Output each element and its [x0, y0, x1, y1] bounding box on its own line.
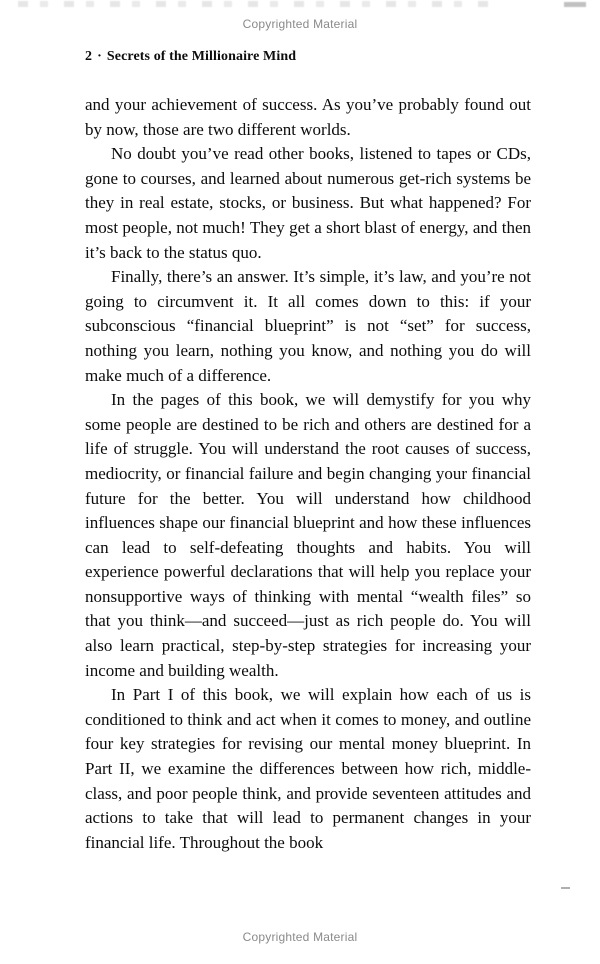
running-head-separator: · [97, 49, 102, 64]
body-paragraph-5: In Part I of this book, we will explain how each of us is conditioned to think and act when it comes to money, and outline four key strategies for revising our mental money blueprint. In Part II, we examine the differences between how rich, middle-class, and poor people think, and provide seventeen attitudes and actions to take that will lead to permanent changes in your financial life. Throughout the book [85, 685, 531, 852]
scan-artifact-right-margin [561, 887, 570, 889]
running-head [85, 49, 296, 65]
copyright-notice-top: Copyrighted Material [242, 17, 358, 31]
body-paragraph-2: No doubt you’ve read other books, listened to tapes or CDs, gone to courses, and learned about numerous get-rich systems be they in real estate, stocks, or business. But what happened? For most people, not much! They get a short blast of energy, and then it’s back to the status quo. [85, 144, 531, 262]
scan-artifact-top [18, 1, 488, 7]
copyright-notice-bottom: Copyrighted Material [242, 930, 358, 944]
page-number: 2 [85, 49, 93, 64]
page-body [85, 93, 531, 855]
running-head-title: Secrets of the Millionaire Mind [106, 49, 297, 64]
body-paragraph-3: Finally, there’s an answer. It’s simple, it’s law, and you’re not going to circumvent it. It all comes down to this: if your subconscious “financial blueprint” is not “set” for success, nothing you learn, nothing you know, and nothing you do will make much of a difference. [85, 267, 531, 385]
scan-artifact-top-right [564, 2, 586, 7]
body-paragraph-1: and your achievement of success. As you’ve probably found out by now, those are two different worlds. [85, 95, 531, 139]
body-paragraph-4: In the pages of this book, we will demystify for you why some people are destined to be rich and others are destined for a life of struggle. You will understand the root causes of success, mediocrity, or financial failure and begin changing your financial future for the better. You will understand how childhood influences shape our financial blueprint and how these influences can lead to self-defeating thoughts and habits. You will experience powerful declarations that will help you replace your nonsupportive ways of thinking with mental “wealth files” so that you think—and succeed—just as rich people do. You will also learn practical, step-by-step strategies for increasing your income and building wealth. [85, 390, 531, 680]
